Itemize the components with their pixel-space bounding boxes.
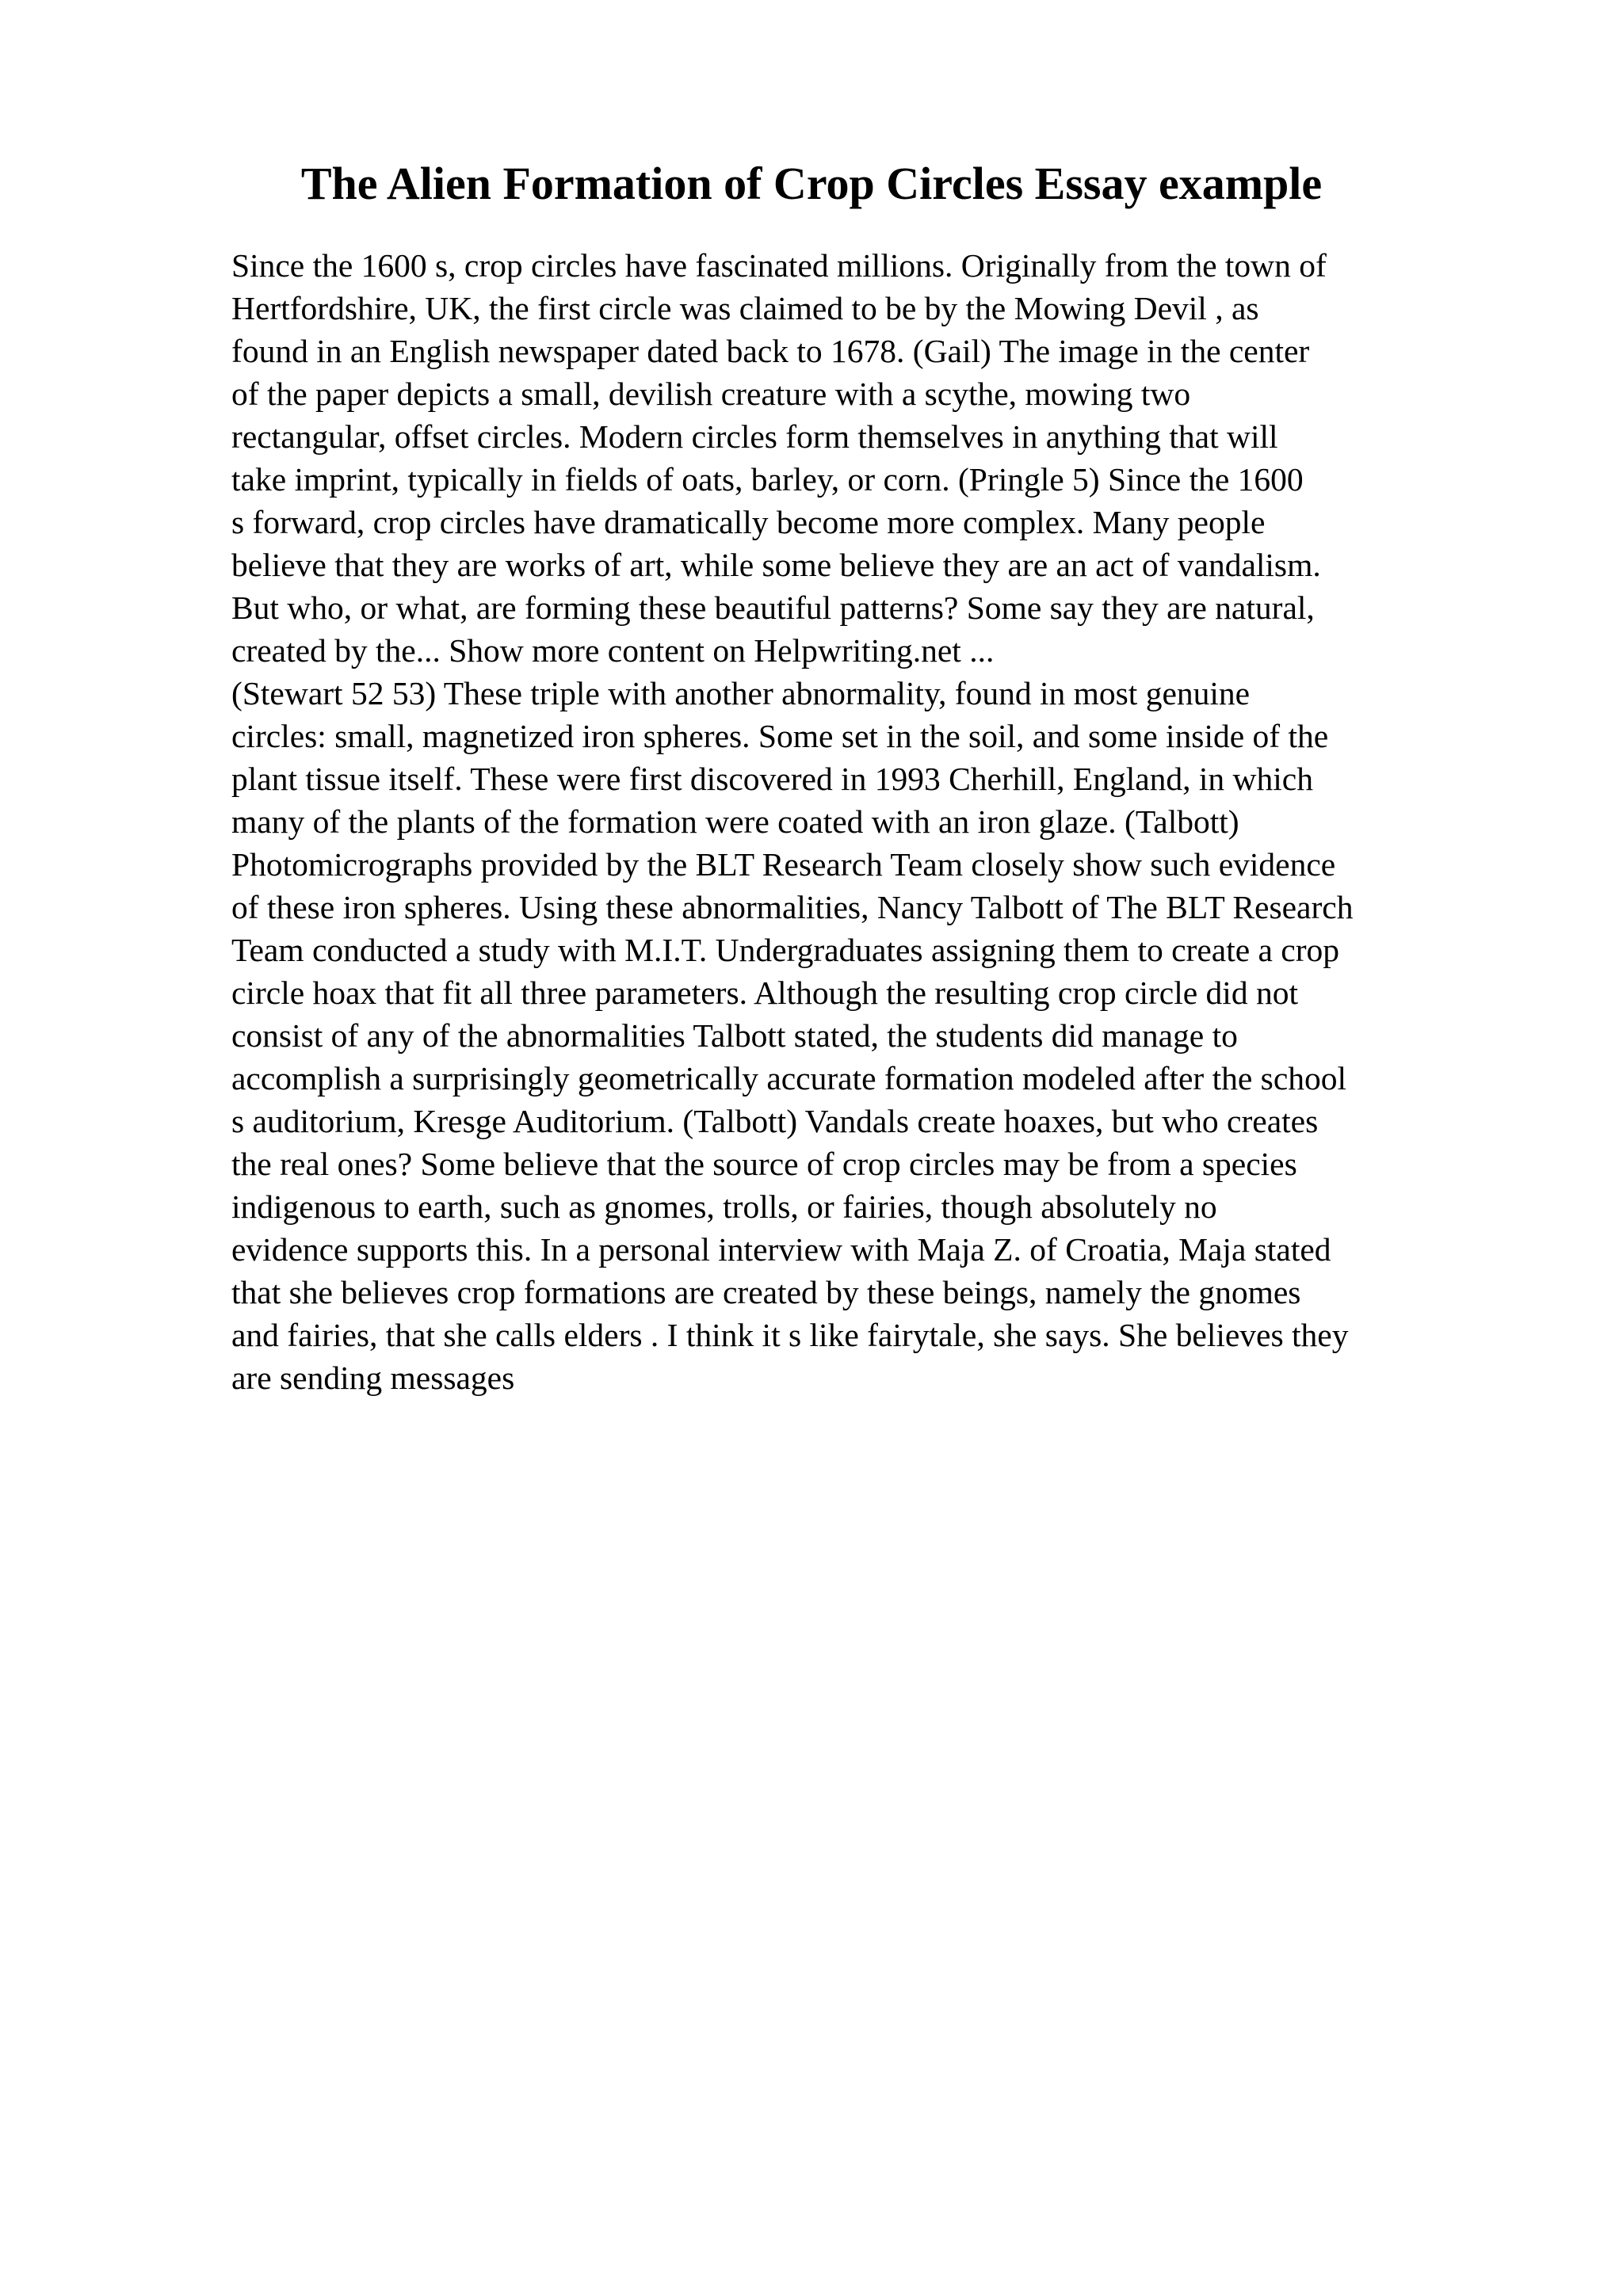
body-line: Team conducted a study with M.I.T. Undergraduates assigning them to create a crop [231, 932, 1340, 968]
body-line: Hertfordshire, UK, the first circle was claimed to be by the Mowing Devil , as [231, 290, 1259, 326]
body-line: many of the plants of the formation were coated with an iron glaze. (Talbott) [231, 803, 1239, 840]
body-line: created by the... Show more content on Helpwriting.net ... [231, 632, 995, 669]
body-line: of the paper depicts a small, devilish creature with a scythe, mowing two [231, 376, 1191, 412]
body-line: and fairies, that she calls elders . I think it s like fairytale, she says. She believes they [231, 1317, 1349, 1353]
body-line: plant tissue itself. These were first discovered in 1993 Cherhill, England, in which [231, 761, 1313, 797]
body-line: Since the 1600 s, crop circles have fascinated millions. Originally from the town of [231, 247, 1327, 284]
body-line: found in an English newspaper dated back to 1678. (Gail) The image in the center [231, 333, 1310, 369]
body-line: circle hoax that fit all three parameters. Although the resulting crop circle did not [231, 974, 1298, 1011]
body-line: s forward, crop circles have dramatically become more complex. Many people [231, 504, 1266, 540]
body-line: rectangular, offset circles. Modern circles form themselves in anything that will [231, 418, 1278, 455]
body-line: believe that they are works of art, while some believe they are an act of vandalism. [231, 547, 1321, 583]
body-line: the real ones? Some believe that the source of crop circles may be from a species [231, 1146, 1297, 1182]
body-line: consist of any of the abnormalities Talbott stated, the students did manage to [231, 1017, 1238, 1054]
body-line: circles: small, magnetized iron spheres. Some set in the soil, and some inside of the [231, 718, 1329, 754]
body-line: that she believes crop formations are created by these beings, namely the gnomes [231, 1274, 1301, 1310]
document-title: The Alien Formation of Crop Circles Essay example [300, 158, 1323, 209]
body-line: take imprint, typically in fields of oats, barley, or corn. (Pringle 5) Since the 1600 [231, 461, 1304, 498]
body-line: s auditorium, Kresge Auditorium. (Talbott) Vandals create hoaxes, but who creates [231, 1103, 1319, 1139]
body-line: indigenous to earth, such as gnomes, trolls, or fairies, though absolutely no [231, 1188, 1217, 1225]
body-line: Photomicrographs provided by the BLT Research Team closely show such evidence [231, 846, 1336, 883]
body-line: accomplish a surprisingly geometrically accurate formation modeled after the school [231, 1060, 1347, 1097]
body-line: But who, or what, are forming these beautiful patterns? Some say they are natural, [231, 589, 1315, 626]
body-line: (Stewart 52 53) These triple with another abnormality, found in most genuine [231, 675, 1251, 711]
body-line: are sending messages [231, 1360, 515, 1396]
body-line: evidence supports this. In a personal interview with Maja Z. of Croatia, Maja stated [231, 1231, 1331, 1268]
document-body [231, 244, 1531, 1399]
body-line: of these iron spheres. Using these abnormalities, Nancy Talbott of The BLT Research [231, 889, 1354, 925]
